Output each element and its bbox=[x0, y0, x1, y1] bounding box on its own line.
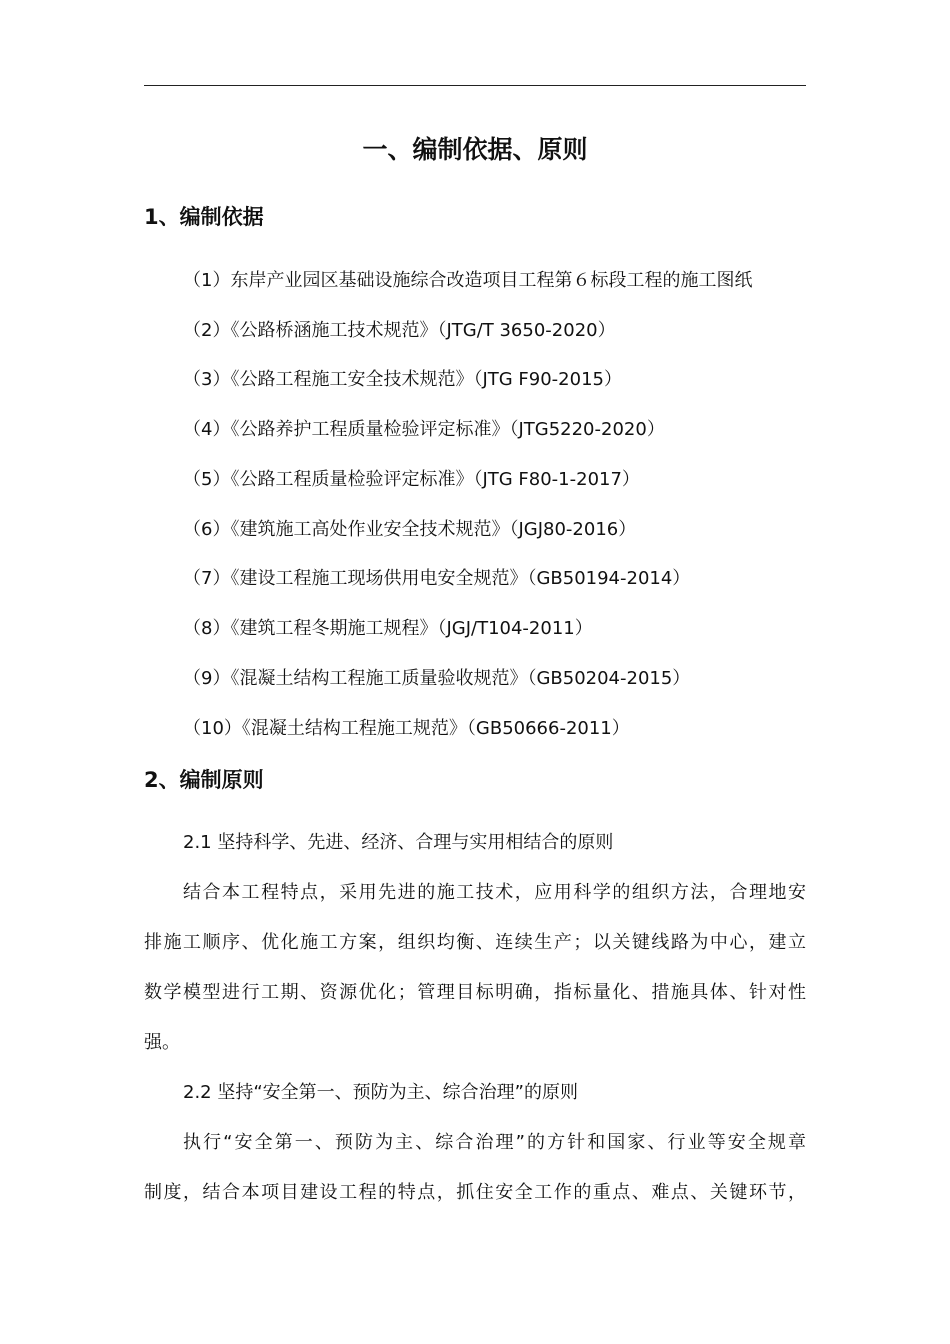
paragraph-line: 制度，结合本项目建设工程的特点，抓住安全工作的重点、难点、关键环节， bbox=[144, 1182, 806, 1203]
paragraph-line: 强。 bbox=[144, 1032, 180, 1053]
reference-item: （3）《公路工程施工安全技术规范》（JTG F90-2015） bbox=[183, 369, 622, 390]
paragraph bbox=[144, 880, 806, 1080]
reference-item: （8）《建筑工程冬期施工规程》（JGJ/T104-2011） bbox=[183, 618, 593, 639]
header-rule bbox=[144, 85, 806, 86]
reference-item: （1）东岸产业园区基础设施综合改造项目工程第６标段工程的施工图纸 bbox=[183, 270, 753, 291]
document-title: 一、编制依据、原则 bbox=[362, 135, 588, 164]
section-heading-principles: 2、编制原则 bbox=[144, 768, 264, 792]
reference-item: （9）《混凝土结构工程施工质量验收规范》（GB50204-2015） bbox=[183, 668, 691, 689]
paragraph-line: 执行“安全第一、预防为主、综合治理”的方针和国家、行业等安全规章 bbox=[183, 1132, 806, 1153]
paragraph-line: 排施工顺序、优化施工方案，组织均衡、连续生产；以关键线路为中心，建立 bbox=[144, 932, 806, 953]
reference-item: （10）《混凝土结构工程施工规范》（GB50666-2011） bbox=[183, 718, 630, 739]
subsection-title: 2.2 坚持“安全第一、预防为主、综合治理”的原则 bbox=[183, 1082, 578, 1103]
reference-item: （2）《公路桥涵施工技术规范》（JTG/T 3650-2020） bbox=[183, 320, 616, 341]
reference-item: （7）《建设工程施工现场供用电安全规范》（GB50194-2014） bbox=[183, 568, 691, 589]
paragraph bbox=[144, 1130, 806, 1230]
reference-item: （5）《公路工程质量检验评定标准》（JTG F80-1-2017） bbox=[183, 469, 640, 490]
reference-item: （4）《公路养护工程质量检验评定标准》（JTG5220-2020） bbox=[183, 419, 665, 440]
reference-item: （6）《建筑施工高处作业安全技术规范》（JGJ80-2016） bbox=[183, 519, 637, 540]
section-heading-basis: 1、编制依据 bbox=[144, 205, 264, 229]
paragraph-line: 数学模型进行工期、资源优化；管理目标明确，指标量化、措施具体、针对性 bbox=[144, 982, 806, 1003]
paragraph-line: 结合本工程特点，采用先进的施工技术，应用科学的组织方法，合理地安 bbox=[183, 882, 806, 903]
subsection-title: 2.1 坚持科学、先进、经济、合理与实用相结合的原则 bbox=[183, 832, 614, 853]
